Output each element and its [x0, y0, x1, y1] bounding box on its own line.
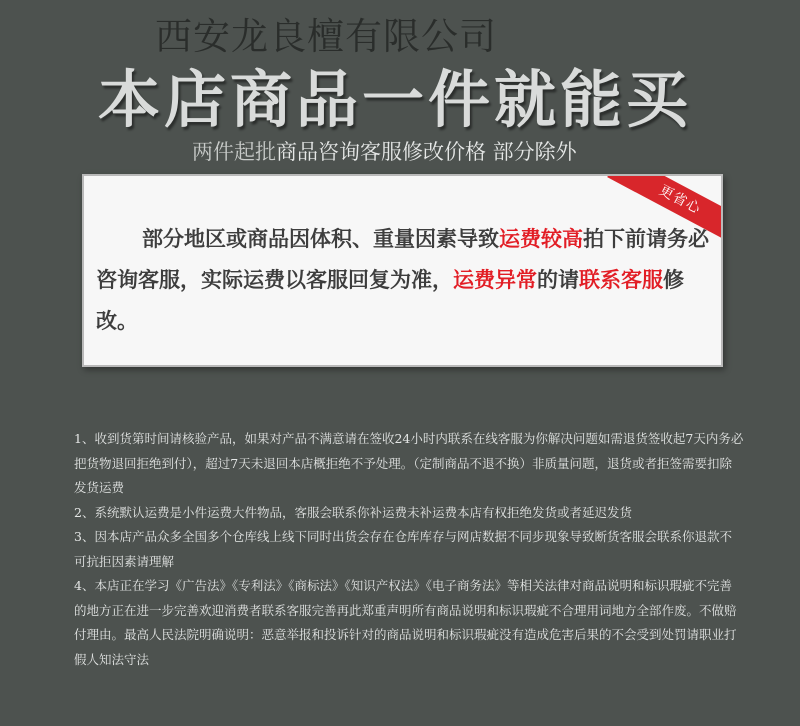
- notice-highlight-high-shipping: 运费较高: [499, 226, 583, 251]
- notice-highlight-abnormal-shipping: 运费异常: [453, 267, 537, 292]
- notice-text-2: 拍下前请务必咨询客服，实际运费以客服回复为准，: [96, 226, 709, 292]
- terms-list: [74, 427, 744, 672]
- notice-highlight-contact-service: 联系客服: [579, 267, 663, 292]
- terms-item: 1、收到货第时间请核验产品，如果对产品不满意请在签收24小时内联系在线客服为你解决问题如需退货签收起7天内务必把货物退回拒绝到付），超过7天未退回本店概拒绝不予处理。（定制商品不退不换）非质量问题，退货或者拒签需要扣除发货运费: [74, 431, 744, 495]
- subline-prefix: 两件起批: [192, 140, 276, 164]
- notice-text-4: 修改。: [96, 267, 684, 333]
- terms-item: 3、因本店产品众多全国多个仓库线上线下同时出货会存在仓库库存与网店数据不同步现象导致断货客服会联系你退款不可抗拒因素请理解: [74, 529, 732, 569]
- shipping-notice-text: [96, 218, 711, 341]
- subline-rest: 商品咨询客服修改价格 部分除外: [276, 140, 577, 164]
- company-name: 西安龙良檀有限公司: [155, 15, 497, 58]
- terms-item: 2、系统默认运费是小件运费大件物品，客服会联系你补运费未补运费本店有权拒绝发货或者延迟发货: [74, 504, 632, 520]
- subline: [192, 136, 577, 166]
- terms-item: 4、本店正在学习《广告法》《专利法》《商标法》《知识产权法》《电子商务法》等相关法律对商品说明和标识瑕疵不完善的地方正在进一步完善欢迎消费者联系客服完善再此郑重声明所有商品说明和标识瑕疵不合理用词地方全部作废。不做赔付理由。最高人民法院明确说明：恶意举报和投诉针对的商品说明和标识瑕疵没有造成危害后果的不会受到处罚请职业打假人知法守法: [74, 578, 737, 667]
- notice-text-1: 部分地区或商品因体积、重量因素导致: [142, 226, 499, 251]
- shipping-notice-card: [82, 174, 723, 367]
- headline: 本店商品一件就能买: [98, 63, 693, 136]
- notice-text-3: 的请: [537, 267, 579, 292]
- corner-ribbon: 更省心: [607, 174, 723, 248]
